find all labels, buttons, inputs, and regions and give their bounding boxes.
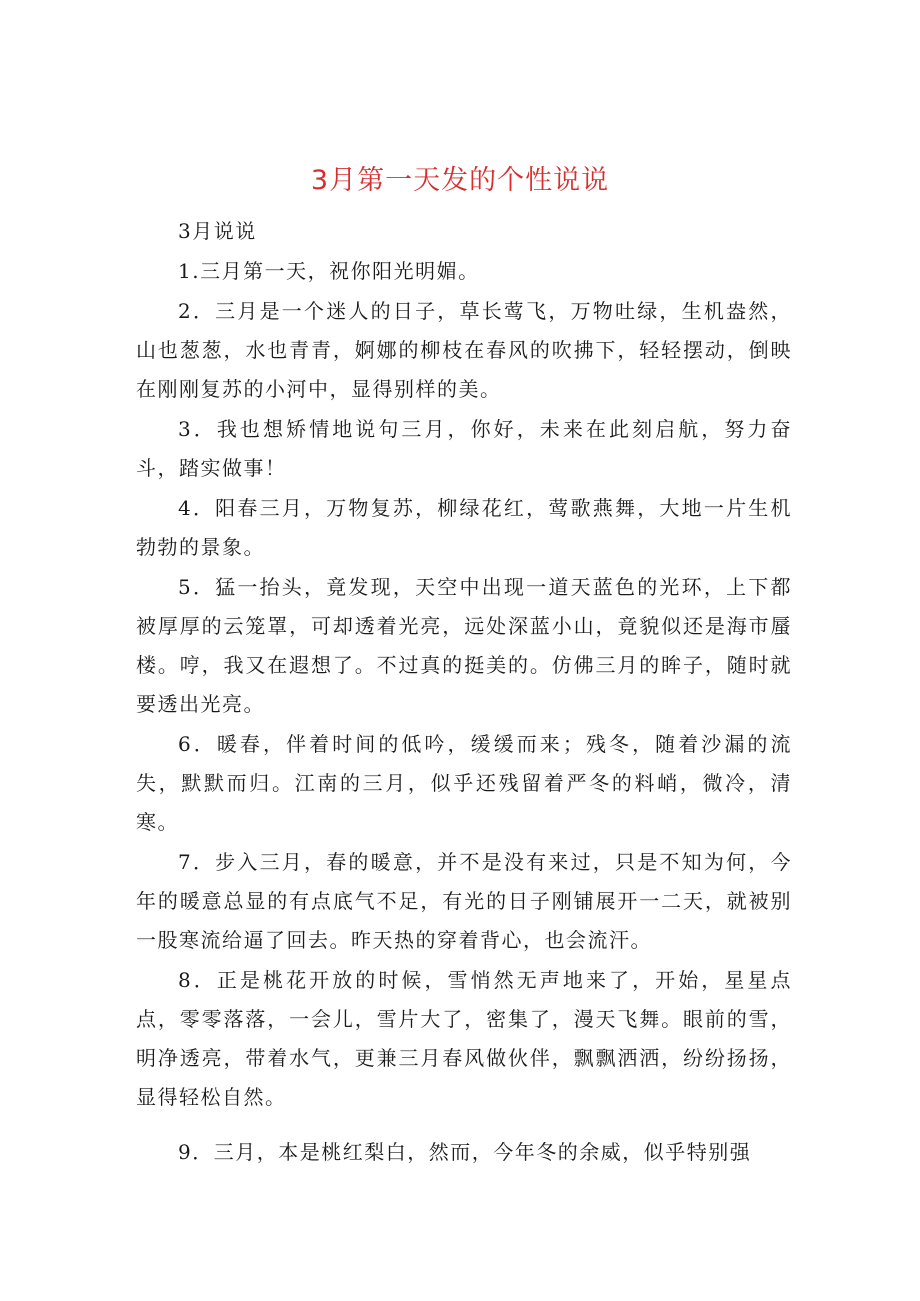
paragraph-9: 9．三月，本是桃红梨白，然而，今年冬的余威，似乎特别强 <box>178 1140 752 1164</box>
paragraph-6: 6．暖春，伴着时间的低吟，缓缓而来；残冬，随着沙漏的流失，默默而归。江南的三月，似乎还残留着严冬的料峭，微冷，清寒。 <box>136 732 792 834</box>
paragraph-4: 4．阳春三月，万物复苏，柳绿花红，莺歌燕舞，大地一片生机勃勃的景象。 <box>136 496 792 559</box>
document-body <box>136 212 792 1172</box>
section-heading: 3月说说 <box>178 219 257 243</box>
paragraph-5: 5．猛一抬头，竟发现，天空中出现一道天蓝色的光环，上下都被厚厚的云笼罩，可却透着光亮，远处深蓝小山，竟貌似还是海市蜃楼。哼，我又在遐想了。不过真的挺美的。仿佛三月的眸子，随时就要透出光亮。 <box>136 575 792 716</box>
paragraph-3: 3．我也想矫情地说句三月，你好，未来在此刻启航，努力奋斗，踏实做事！ <box>136 417 792 480</box>
paragraph-2: 2．三月是一个迷人的日子，草长莺飞，万物吐绿，生机盎然，山也葱葱，水也青青，婀娜的柳枝在春风的吹拂下，轻轻摆动，倒映在刚刚复苏的小河中，显得别样的美。 <box>136 299 792 401</box>
paragraph-1: 1.三月第一天，祝你阳光明媚。 <box>178 259 480 283</box>
paragraph-8: 8．正是桃花开放的时候，雪悄然无声地来了，开始，星星点点，零零落落，一会儿，雪片大了，密集了，漫天飞舞。眼前的雪，明净透亮，带着水气，更兼三月春风做伙伴，飘飘洒洒，纷纷扬扬，显得轻松自然。 <box>136 968 792 1109</box>
paragraph-7: 7．步入三月，春的暖意，并不是没有来过，只是不知为何，今年的暖意总显的有点底气不足，有光的日子刚铺展开一二天，就被别一股寒流给逼了回去。昨天热的穿着背心，也会流汗。 <box>136 850 792 952</box>
document-title: 3月第一天发的个性说说 <box>310 165 610 196</box>
